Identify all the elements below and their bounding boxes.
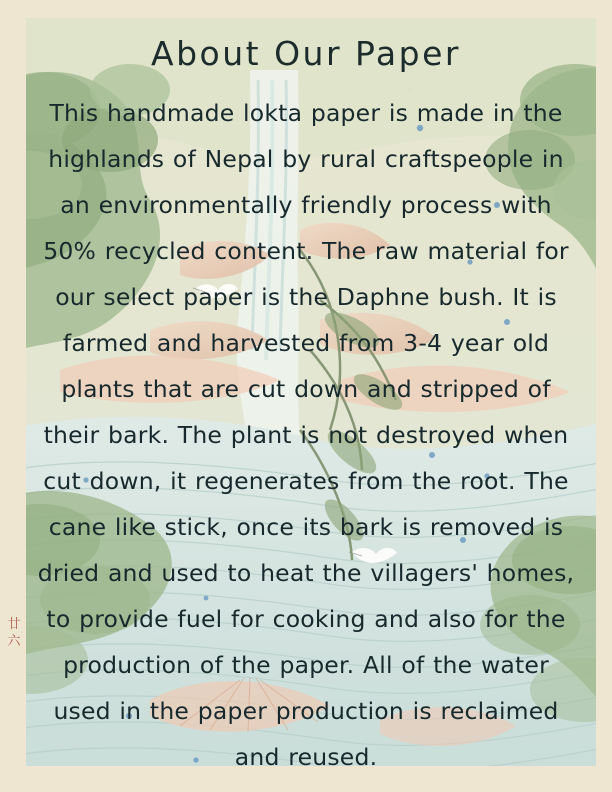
- body-paragraph: This handmade lokta paper is made in the highlands of Nepal by rural craftspeople in an environmentally friendly process with 50% recycled content. The raw material for our select paper is the Daphne bush. It is farmed and harvested from 3-4 year old plants that are cut down and stripped of their bark. The plant is not destroyed when cut down, it regenerates from the root. The cane like stick, once its bark is removed is dried and used to heat the villagers' homes, to provide fuel for cooking and also for the production of the paper. All of the water used in the paper production is reclaimed and reused.: [37, 99, 575, 771]
- seal-mark: 廿六: [7, 617, 21, 649]
- page-title: About Our Paper: [151, 34, 461, 73]
